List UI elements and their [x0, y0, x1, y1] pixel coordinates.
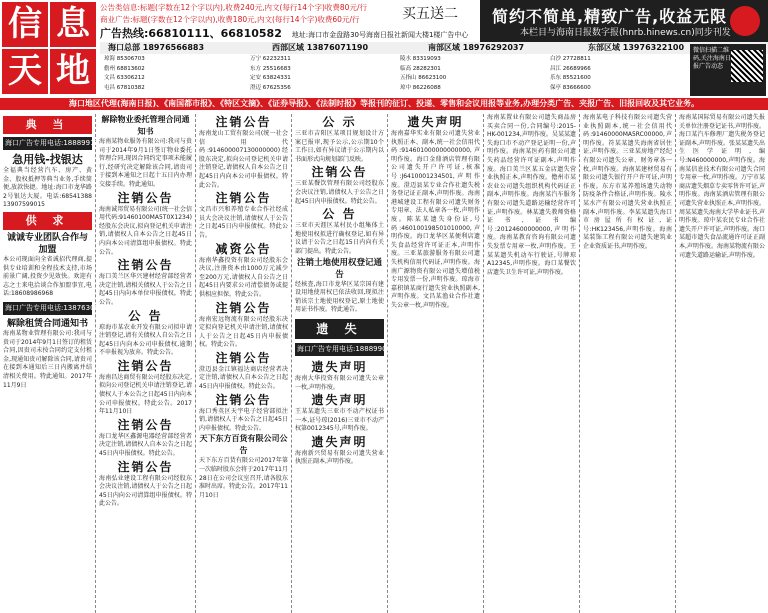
notice-title: 注销公告 [215, 350, 272, 365]
ad-body: 本公司现面向全省诚招代理商,提供专业培训和全程技术支持,市场前景广阔,投资少见效快。欢迎有志之士来电洽谈合作加盟事宜,电话:18608986968 [3, 255, 92, 298]
notice-title: 遗失声明 [311, 393, 368, 408]
district-west: 西部区域 13876071190 [272, 43, 369, 52]
ad-headline: 急用钱-找银达 [12, 153, 83, 166]
hotline-number: 广告热线:66810111、66810582 [100, 27, 282, 40]
notice-body: 文昌市兴和养殖专业合作社经成员大会决议注销,请债权人于公告之日起45日内申报债权。特此公告。 [199, 206, 288, 239]
notice-body: 琼海市某农业开发有限公司拟申请注销登记,请有关债权人自公告之日起45日内向本公司申报债权,逾期不申报视为放弃。特此公告。 [99, 323, 192, 357]
notice-title: 注销公告 [117, 190, 174, 205]
pricing-notice [100, 2, 380, 26]
notice-body: 三亚市天涯区某村民小组集体土地使用权拟进行确权登记,如有异议请于公告之日起15日内向有关部门提出。特此公告。 [295, 222, 384, 255]
classifieds-body [0, 114, 768, 613]
notice-title: 注销公告 [215, 191, 272, 206]
ad-headline: 诚诚专业团队合作与加盟 [6, 232, 88, 255]
column-4 [292, 114, 405, 613]
phone-bar: 海口广告专用电话:18889908509 [295, 343, 384, 356]
qr-block [690, 44, 766, 96]
notice-title: 注销公告 [215, 115, 272, 129]
column-2 [96, 114, 196, 613]
notice-title: 公 示 [322, 115, 357, 129]
logo-char: 天 [2, 49, 48, 94]
column-3 [196, 114, 292, 613]
station-col: 陵水 83319093 临高 28282301 五指山 86623100 琼中 86226088 [400, 56, 447, 91]
notice-title: 注销公告 [117, 459, 174, 474]
station-grid [100, 55, 685, 93]
column-8 [676, 114, 768, 613]
slogan-main: 简约不简单,精致广告,收益无限 [492, 7, 728, 26]
notice-body: 海南宏远物流有限公司经股东决定拟向登记机关申请注销,请债权人于公告之日起45日内申报债权。特此公告。 [199, 315, 288, 349]
notice-title: 注销公告 [117, 358, 174, 373]
notice-body: 澄迈县金江镇福达商店经营者决定注销,请债权人自本公告之日起45日内申报债权。特此公告。 [199, 365, 288, 391]
section-pawn: 典 当 [3, 116, 92, 134]
ad-headline: 解除租赁合同通知书 [6, 318, 88, 329]
notice-body: 海南新兴贸易有限公司遗失营业执照正副本,声明作废。 [295, 449, 384, 466]
notice-body: 经核查,海口市龙华区某宗国有建设用地使用权已依法收回,现拟注销该宗土地使用权登记,原土地使用证书作废。特此通告。 [295, 280, 384, 314]
service-banner: 海口地区代理(海南日报)、《南国都市报》、《特区文摘》、《证券导报》、《法制时报》等报刊的征订、投递、零售和会议用报等业务,办理分类广告、夹报广告、旧报回收及其它业务。 [0, 98, 768, 110]
ad-body: 全福典当经营汽车、房产、黄金、股权抵押等典当业务,手续简便,放款快捷。地址:海口市龙华路2号银达大厦。电话:68541388 13907599015 [3, 167, 92, 209]
slogan-box [480, 0, 768, 42]
station-col: 琼海 85306703 儋州 68813602 文昌 63306212 屯昌 67810382 [104, 56, 145, 91]
notice-title: 遗失声明 [407, 115, 464, 129]
logo-char: 信 [2, 2, 48, 47]
notice-title: 遗失声明 [311, 434, 368, 449]
notice-title: 遗失声明 [311, 359, 368, 374]
notice-body: 海南大华投资有限公司遗失公章一枚,声明作废。 [295, 374, 384, 391]
district-east: 东部区域 13976322100 [588, 43, 685, 52]
notice-title: 注销公告 [117, 258, 174, 273]
notice-body: 海南某置业有限公司遗失商品房买卖合同一份,合同编号:2015-HK-001234,声明作废。吴某某遗失海口市不动产登记证明一份,声明作废。海南某医药有限公司遗失药品经营许可证副本,声明作废。海口美兰区某五金店遗失营业执照正本,声明作废。儋州市某农业公司遗失组织机构代码证正副本,声明作废。海南某汽车服务有限公司遗失道路运输经营许可证,声明作废。林某遗失教师资格证书,证书编号:20124600000000,声明作废。海南某教育咨询有限公司遗失发票专用章一枚,声明作废。王某某遗失机动车行驶证,号牌琼A12345,声明作废。海口某餐饮店遗失卫生许可证,声明作废。 [487, 114, 576, 276]
masthead-logo [2, 2, 98, 96]
notice-title: 减资公告 [215, 241, 272, 256]
notice-body: 海南昌达商贸有限公司经股东决定,拟向公司登记机关申请注销登记,请债权人于本公告之日起45日内向本公司申报债权。特此公告。2017年11月10日 [99, 373, 192, 416]
district-south: 南部区域 18976292037 [428, 43, 525, 52]
phone-bar: 海口广告专用电话:13876305651 [3, 302, 92, 315]
notice-headline: 解除物业委托管理合同通知书 [101, 115, 190, 136]
pricing-line: 公告类信息:标题(字数在12个字以内),收费240元,内文(每行14个字)收费80元/行 [100, 3, 367, 12]
district-hq: 海口总部 18976566883 [108, 43, 205, 52]
notice-title: 公 告 [128, 308, 163, 323]
notice-body: 海口龙华区鑫源电器经营部经营者决定注销,请债权人自本公告之日起45日内申报债权。特此公告。 [99, 432, 192, 458]
notice-body: 海南龙山工贸有限公司(统一社会信用代码:914600007130000000)经股东决定,拟向公司登记机关申请注销登记,请债权人自本公告之日起45日内向本公司申报债权。特此公告。 [199, 130, 288, 189]
logo-char: 息 [50, 2, 96, 47]
notice-headline: 天下东方百货有限公司公告 [199, 434, 288, 456]
notice-title: 注销公告 [215, 392, 272, 407]
office-address: 地址:海口市金盘路30号海南日报社新闻大楼1楼广告中心 [291, 31, 469, 39]
promo-text: 买五送二 [402, 6, 458, 22]
notice-body: 海南弘业建设工程有限公司经股东会决议注销,请债权人于公告之日起45日内向公司清算组申报债权。特此公告。 [99, 474, 192, 508]
notice-body: 海口秀英区天宇电子经营部拟注销,请债权人于本公告之日起45日内申报债权。特此公告。 [199, 407, 288, 432]
notice-body: 海南某物业服务有限公司:我司与贵司于2014年9月1日签订物业委托管理合同,现因合同约定事项未能履行,经研究决定解除该合同,请贵司于接到本通知之日起十五日内办理交接手续。特此通知。 [99, 138, 192, 188]
ad-body: 海南某物业管理有限公司:我司与贵司于2014年9月1日签订的租赁合同,因贵司未按合同约定支付租金,现通知贵司解除该合同,请贵司在接到本通知后三日内搬离并结清相关费用。特此通知。2017年11月9日 [3, 329, 92, 389]
notice-title: 注销公告 [311, 165, 368, 180]
notice-body: 海南华鑫投资有限公司经股东会决议,注册资本由1000万元减少至200万元,请债权人自公告之日起45日内要求公司清偿债务或提供相应担保。特此公告。 [199, 256, 288, 298]
flower-icon [730, 6, 760, 36]
notice-body: 三亚市吉阳区某项目规划设计方案已报审,现予公示,公示期10个工作日,如有异议请于公示期内以书面形式向规划部门反映。 [295, 130, 384, 163]
qr-caption: 微信扫描二维码,关注海南日报广告动态 [693, 47, 731, 70]
notice-body: 海南嘉华实业有限公司遗失营业执照正本、副本,统一社会信用代码:914601000000000000,声明作废。海口金鼎酒店管理有限公司遗失开户许可证,核准号:J6410001234501,声明作废。澄迈县某专业合作社遗失税务登记证正副本,声明作废。海南港城建设工程有限公司遗失财务专用章、法人私章各一枚,声明作废。陈某某遗失身份证,号码:460100198501010000,声明作废。海口龙华区某便利店遗失食品经营许可证正本,声明作废。三亚某旅游服务有限公司遗失机构信用代码证,声明作废。海南广源物资有限公司遗失增值税专用发票一份,声明作废。琼海市嘉积镇某商行遗失营业执照副本,声明作废。文昌某渔业合作社遗失公章一枚,声明作废。 [391, 130, 480, 309]
station-col: 万宁 62232311 东方 25516683 定安 63824331 澄迈 67625356 [250, 56, 291, 91]
notice-body: 海南诚邦贸易有限公司(统一社会信用代码:91460100MA5T0X1234)经股东会决议,拟向登记机关申请注销,请债权人自本公告之日起45日内向本公司清算组申报债权。特此公告。 [99, 205, 192, 256]
masthead [0, 0, 768, 98]
district-bar [100, 42, 768, 54]
pricing-line: 商业广告:标题(字数在12个字以内),收费180元,内文(每行14个字)收费60元/行 [100, 15, 360, 24]
station-col: 白沙 27728811 昌江 26689966 乐东 85521600 保亭 83666600 [550, 56, 591, 91]
qr-code-icon[interactable] [731, 50, 763, 82]
notice-body: 海口美兰区华兴建材经营部经营者决定注销,请相关债权人于公告之日起45日内向本单位申报债权。特此公告。 [99, 273, 192, 306]
ad-hotline [100, 27, 480, 41]
logo-char: 地 [50, 49, 96, 94]
section-lost: 遗 失 [295, 319, 384, 339]
notice-body: 海南某电子科技有限公司遗失营业执照副本,统一社会信用代码:91460000MA5RC00000,声明作废。符某某遗失海南省居住证,声明作废。三亚某房地产经纪有限公司遗失公章、财务章各一枚,声明作废。海南某建材贸易有限公司遗失银行开户许可证,声明作废。东方市某养殖场遗失动物防疫条件合格证,声明作废。陵水某水产有限公司遗失营业执照正副本,声明作废。李某某遗失海口市房屋所有权证,证号:HK123456,声明作废。海南某装饰工程有限公司遗失建筑业企业资质证书,声明作废。 [583, 114, 672, 250]
slogan-sub: 本栏目与海南日报数字报(hnrb.hinews.cn)同步刊发 [520, 28, 731, 38]
notice-body: 王某某遗失三亚市不动产权证书一本,证号琼(2016)三亚市不动产权第0012345号,声明作废。 [295, 408, 384, 433]
notice-body: 天下东方百货有限公司2017年第一次临时股东会将于2017年11月28日在公司会议室召开,请各股东准时出席。特此公告。2017年11月10日 [199, 457, 288, 499]
phone-bar: 海口广告专用电话:18889912934 [3, 137, 92, 150]
notice-headline: 注销土地使用权登记通告 [296, 257, 382, 280]
notice-title: 注销公告 [215, 300, 272, 315]
column-1 [0, 114, 113, 613]
section-supply: 供 求 [3, 212, 92, 230]
notice-title: 公 告 [322, 207, 357, 222]
column-5 [388, 114, 484, 613]
notice-body: 三亚某餐饮管理有限公司经股东会决议注销,请债权人于公告之日起45日内申报债权。特此公告。 [295, 180, 384, 205]
notice-title: 注销公告 [117, 417, 174, 432]
column-7 [580, 114, 676, 613]
column-6 [484, 114, 580, 613]
notice-body: 海南某国际贸易有限公司遗失报关单位注册登记证书,声明作废。海口某汽车修理厂遗失税务登记证副本,声明作废。张某某遗失出生医学证明,编号:N460000000,声明作废。海南某信息技术有限公司遗失合同专用章一枚,声明作废。万宁市某商店遗失烟草专卖零售许可证,声明作废。海南某酒店管理有限公司遗失营业执照正本,声明作废。周某某遗失海南大学毕业证书,声明作废。琼中某农民专业合作社遗失开户许可证,声明作废。海口某超市遗失食品流通许可证正副本,声明作废。海南某物流有限公司遗失道路运输证,声明作废。 [679, 114, 765, 259]
